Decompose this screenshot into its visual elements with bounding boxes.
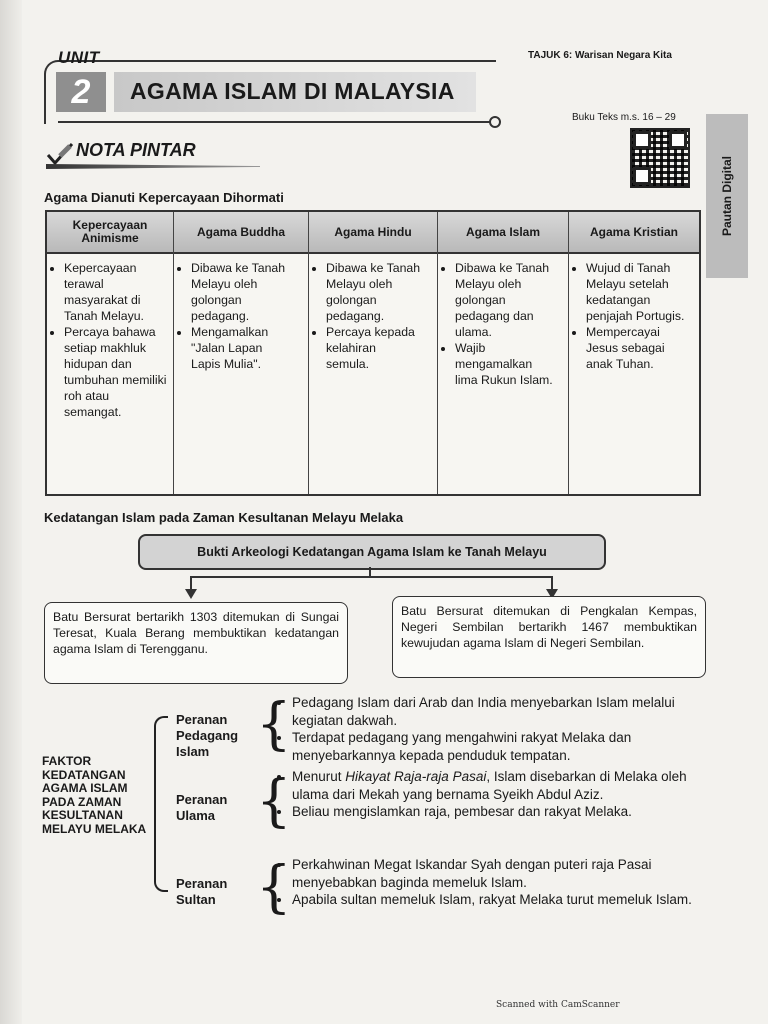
table-column <box>438 212 569 494</box>
factor-point: • Perkahwinan Megat Iskandar Syah dengan puteri raja Pasai menyebabkan baginda memeluk Islam. <box>292 856 700 891</box>
arrow-down-icon <box>185 589 197 599</box>
connector-line <box>551 576 553 590</box>
qr-corner <box>669 131 687 149</box>
unit-frame-line <box>58 121 494 123</box>
faktor-label: FAKTOR KEDATANGAN AGAMA ISLAM PADA ZAMAN KESULTANAN MELAYU MELAKA <box>42 754 147 836</box>
religions-table <box>45 210 701 496</box>
main-bracket <box>154 716 168 892</box>
group-label-ulama: Peranan Ulama <box>176 792 228 823</box>
factor-point: • Apabila sultan memeluk Islam, rakyat Melaka turut memeluk Islam. <box>292 891 700 909</box>
table-point: • Wujud di Tanah Melayu setelah kedatangan penjajah Portugis. <box>586 260 691 324</box>
column-header: Agama Islam <box>438 212 568 254</box>
group-label-sultan: Peranan Sultan <box>176 876 228 907</box>
terengganu-evidence-box: Batu Bersurat bertarikh 1303 ditemukan di Sungai Teresat, Kuala Berang membuktikan kedatangan agama Islam di Terengganu. <box>44 602 348 684</box>
table-point: • Mengamalkan "Jalan Lapan Lapis Mulia". <box>191 324 288 372</box>
column-header: Agama Kristian <box>569 212 699 254</box>
curly-bracket: { <box>256 692 292 757</box>
table-point: • Dibawa ke Tanah Melayu oleh golongan pedagang. <box>191 260 288 324</box>
table-point: • Wajib mengamalkan lima Rukun Islam. <box>455 340 556 388</box>
table-column <box>47 212 174 494</box>
section-title-religions: Agama Dianuti Kepercayaan Dihormati <box>44 190 284 205</box>
curly-bracket: { <box>256 855 292 920</box>
table-column <box>569 212 699 494</box>
factor-point: • Menurut Hikayat Raja-raja Pasai, Islam disebarkan di Melaka oleh ulama dari Mekah yang bernama Syeikh Abdul Aziz. <box>292 768 712 803</box>
factor-point: • Terdapat pedagang yang mengahwini rakyat Melaka dan menyebarkannya kepada penduduk tempatan. <box>292 729 700 764</box>
table-point: • Mempercayai Jesus sebagai anak Tuhan. <box>586 324 691 372</box>
table-point: • Dibawa ke Tanah Melayu oleh golongan pedagang. <box>326 260 421 324</box>
column-header: Agama Hindu <box>309 212 437 254</box>
table-point: • Kepercayaan terawal masyarakat di Tanah Melayu. <box>64 260 167 324</box>
unit-frame-dot <box>489 116 501 128</box>
factor-point: • Pedagang Islam dari Arab dan India menyebarkan Islam melalui kegiatan dakwah. <box>292 694 700 729</box>
table-column <box>174 212 309 494</box>
page-title: AGAMA ISLAM DI MALAYSIA <box>130 78 455 104</box>
table-column <box>309 212 438 494</box>
group-points-sultan <box>280 856 700 909</box>
group-points-pedagang <box>280 694 700 764</box>
factor-point: • Beliau mengislamkan raja, pembesar dan rakyat Melaka. <box>292 803 712 821</box>
topic-label: TAJUK 6: Warisan Negara Kita <box>528 50 672 61</box>
connector-line <box>190 576 192 590</box>
column-header: Kepercayaan Animisme <box>47 212 173 254</box>
unit-number: 2 <box>56 72 106 112</box>
side-tab-label: Pautan Digital <box>720 155 735 237</box>
qr-corner <box>633 167 651 185</box>
section-title-islam-arrival: Kedatangan Islam pada Zaman Kesultanan Melayu Melaka <box>44 510 404 525</box>
nota-underline <box>46 164 260 169</box>
connector-line <box>190 576 552 578</box>
qr-code-icon[interactable] <box>630 128 690 188</box>
table-point: • Percaya bahawa setiap makhluk hidupan dan tumbuhan memiliki roh atau semangat. <box>64 324 167 420</box>
column-header: Agama Buddha <box>174 212 308 254</box>
qr-corner <box>633 131 651 149</box>
unit-label: UNIT <box>58 48 100 67</box>
group-label-pedagang: Peranan Pedagang Islam <box>176 712 239 759</box>
hikayat-title: Hikayat Raja-raja Pasai <box>345 769 487 784</box>
curly-bracket: { <box>256 769 292 834</box>
group-points-ulama <box>280 768 712 821</box>
archaeology-evidence-box: Bukti Arkeologi Kedatangan Agama Islam ke Tanah Melayu <box>138 534 606 570</box>
check-pencil-icon <box>46 142 74 166</box>
textbook-reference: Buku Teks m.s. 16 – 29 <box>572 112 676 123</box>
table-point: • Dibawa ke Tanah Melayu oleh golongan pedagang dan ulama. <box>455 260 556 340</box>
negeri-sembilan-evidence-box: Batu Bersurat ditemukan di Pengkalan Kempas, Negeri Sembilan bertarikh 1467 membuktikan kewujudan agama Islam di Negeri Sembilan. <box>392 596 706 678</box>
page-edge <box>0 0 22 1024</box>
scanner-watermark: Scanned with CamScanner <box>496 1000 620 1010</box>
nota-pintar-heading: NOTA PINTAR <box>76 140 196 160</box>
table-point: • Percaya kepada kelahiran semula. <box>326 324 421 372</box>
